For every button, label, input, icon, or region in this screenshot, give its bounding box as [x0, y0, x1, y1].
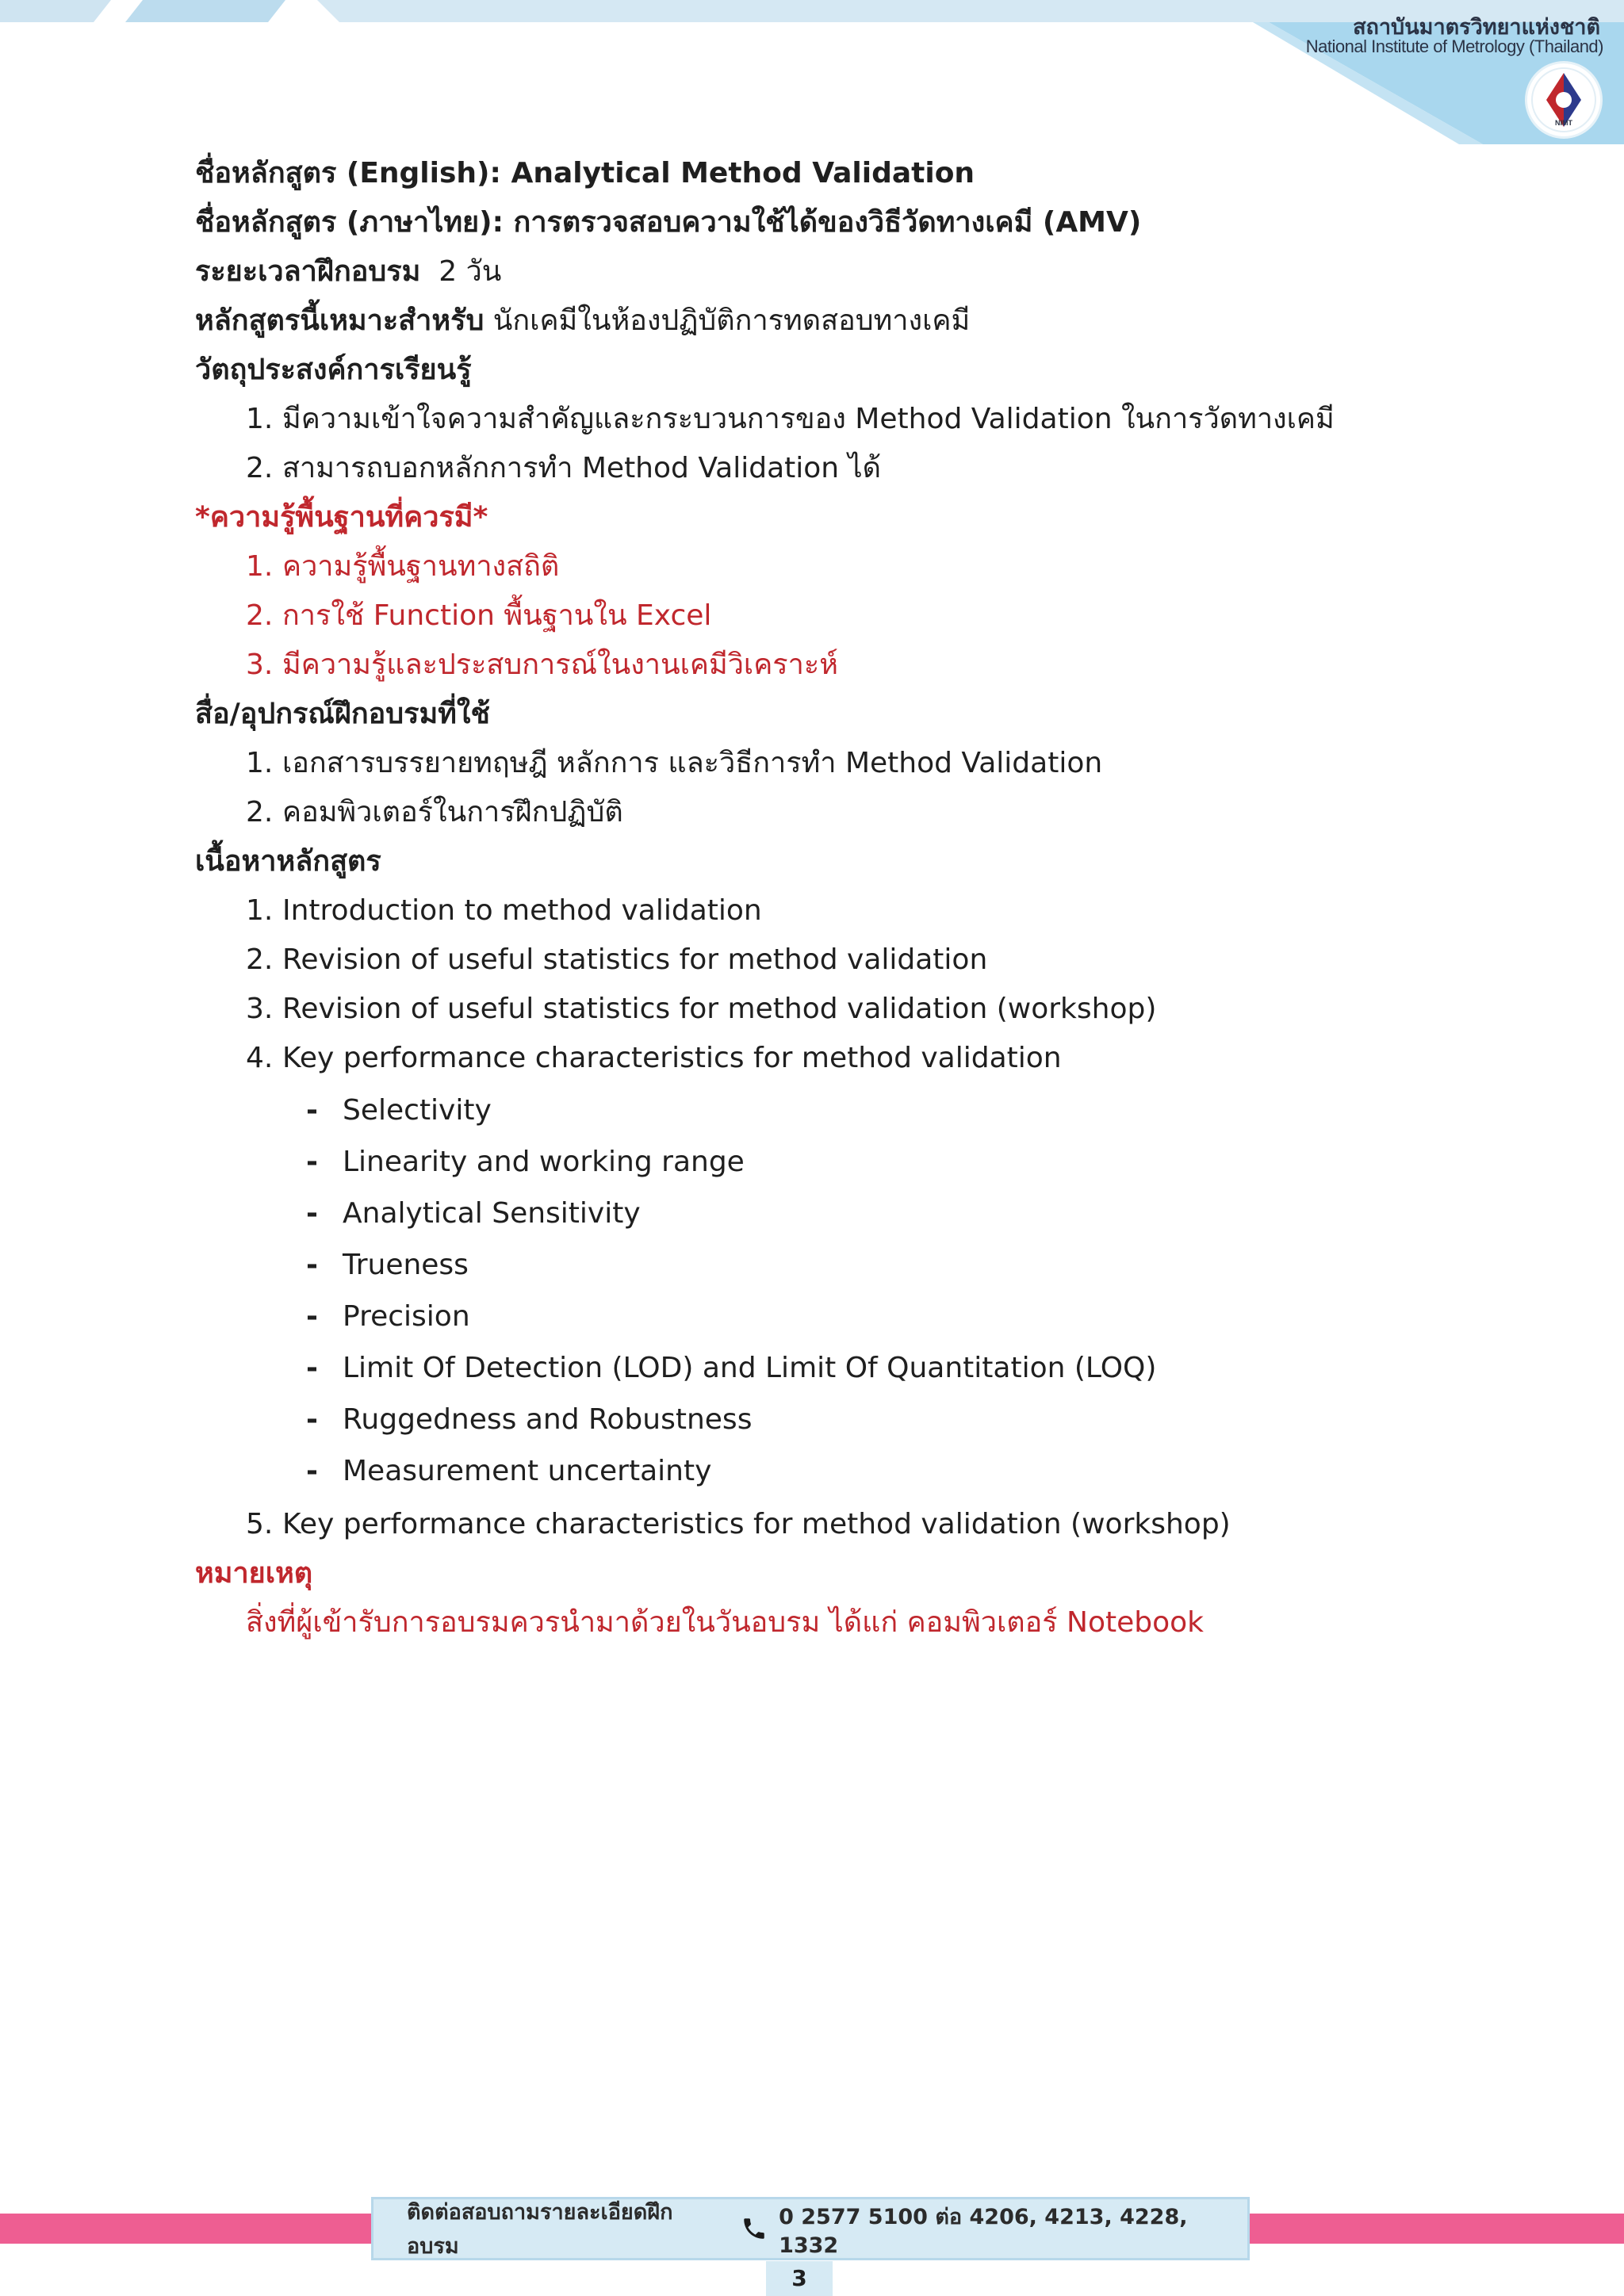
content-item: [246, 886, 762, 936]
content-subitem: [306, 1189, 641, 1238]
prerequisite-text: มีความรู้และประสบการณ์ในงานเคมีวิเคราะห์: [282, 649, 838, 681]
content-text: Introduction to method validation: [282, 894, 762, 927]
material-item: [246, 788, 623, 837]
contents-heading: เนื้อหาหลักสูตร: [195, 845, 381, 878]
prerequisite-item: [246, 641, 838, 690]
duration-value: 2 วัน: [439, 255, 502, 288]
content-text: Key performance characteristics for method validation: [282, 1042, 1062, 1074]
dash-bullet: -: [306, 1146, 318, 1178]
dash-bullet: -: [306, 1455, 318, 1487]
content-subitem: [306, 1447, 711, 1496]
audience-value: นักเคมีในห้องปฏิบัติการทดสอบทางเคมี: [492, 304, 971, 337]
content-item: [246, 985, 1156, 1034]
content-subitem: [306, 1292, 470, 1341]
content-number: 2.: [246, 943, 274, 976]
contact-phone-number: 0 2577 5100 ต่อ 4206, 4213, 4228, 1332: [779, 2205, 1188, 2258]
note-text: สิ่งที่ผู้เข้ารับการอบรมควรนำมาด้วยในวันอบรม ได้แก่ คอมพิวเตอร์ Notebook: [246, 1606, 1205, 1639]
dash-bullet: -: [306, 1352, 318, 1384]
content-subitem: [306, 1344, 1156, 1393]
subitem-text: Linearity and working range: [343, 1146, 745, 1178]
contact-label: ติดต่อสอบถามรายละเอียดฝึกอบรม: [407, 2200, 673, 2259]
course-name-en-label: ชื่อหลักสูตร (English):: [195, 157, 501, 189]
subitem-text: Analytical Sensitivity: [343, 1197, 641, 1230]
duration-row: [195, 247, 501, 297]
content-number: 5.: [246, 1508, 274, 1540]
audience-row: [195, 297, 970, 346]
content-subitem: [306, 1086, 492, 1135]
course-name-en-row: [195, 149, 975, 198]
course-name-en-value: Analytical Method Validation: [511, 157, 975, 189]
subitem-text: Selectivity: [343, 1094, 492, 1127]
contact-box: [371, 2197, 1250, 2260]
subitem-text: Ruggedness and Robustness: [343, 1403, 753, 1436]
content-text: Key performance characteristics for method validation (workshop): [282, 1508, 1231, 1540]
prerequisites-heading: *ความรู้พื้นฐานที่ควรมี*: [195, 501, 488, 534]
content-item: [246, 936, 987, 985]
content-subitem: [306, 1395, 752, 1445]
duration-label: ระยะเวลาฝึกอบรม: [195, 255, 421, 288]
material-item: [246, 739, 1102, 788]
objective-item: [246, 395, 1335, 444]
page-number: 3: [766, 2261, 833, 2296]
prerequisite-number: 3.: [246, 649, 274, 681]
prerequisite-text: การใช้ Function พื้นฐานใน Excel: [282, 599, 712, 632]
subitem-text: Limit Of Detection (LOD) and Limit Of Quantitation (LOQ): [343, 1352, 1157, 1384]
content-text: Revision of useful statistics for method validation (workshop): [282, 993, 1157, 1025]
institute-name-thai: สถาบันมาตรวิทยาแห่งชาติ: [1353, 15, 1600, 40]
prerequisite-item: [246, 542, 559, 591]
material-text: คอมพิวเตอร์ในการฝึกปฏิบัติ: [282, 796, 623, 828]
subitem-text: Measurement uncertainty: [343, 1455, 712, 1487]
page-header: [0, 0, 1624, 151]
content-number: 1.: [246, 894, 274, 927]
dash-bullet: -: [306, 1197, 318, 1230]
dash-bullet: -: [306, 1249, 318, 1281]
note-heading: หมายเหตุ: [195, 1557, 313, 1590]
audience-label: หลักสูตรนี้เหมาะสำหรับ: [195, 304, 485, 337]
content-number: 3.: [246, 993, 274, 1025]
content-item: [246, 1034, 1062, 1083]
institute-name-english: National Institute of Metrology (Thailand): [1305, 36, 1603, 56]
objective-number: 1.: [246, 403, 274, 435]
subitem-text: Trueness: [343, 1249, 469, 1281]
objectives-heading: วัตถุประสงค์การเรียนรู้: [195, 354, 472, 386]
dash-bullet: -: [306, 1403, 318, 1436]
content-subitem: [306, 1241, 469, 1290]
course-name-th-value: การตรวจสอบความใช้ได้ของวิธีวัดทางเคมี (AMV): [513, 206, 1142, 239]
prerequisite-item: [246, 591, 711, 641]
objective-text: สามารถบอกหลักการทำ Method Validation ได้: [282, 452, 882, 484]
content-subitem: [306, 1138, 745, 1187]
course-name-th-row: [195, 198, 1141, 247]
dash-bullet: -: [306, 1094, 318, 1127]
content-item: [246, 1500, 1231, 1549]
dash-bullet: -: [306, 1300, 318, 1333]
subitem-text: Precision: [343, 1300, 470, 1333]
prerequisite-number: 2.: [246, 599, 274, 632]
prerequisite-text: ความรู้พื้นฐานทางสถิติ: [282, 550, 560, 583]
prerequisite-number: 1.: [246, 550, 274, 583]
objective-item: [246, 444, 881, 493]
content-number: 4.: [246, 1042, 274, 1074]
content-text: Revision of useful statistics for method validation: [282, 943, 988, 976]
course-name-th-label: ชื่อหลักสูตร (ภาษาไทย):: [195, 206, 504, 239]
objective-number: 2.: [246, 452, 274, 484]
material-number: 1.: [246, 747, 274, 779]
material-number: 2.: [246, 796, 274, 828]
material-text: เอกสารบรรยายทฤษฎี หลักการ และวิธีการทำ Method Validation: [282, 747, 1103, 779]
logo-caption: NIMT: [1555, 119, 1572, 127]
phone-icon: [741, 2215, 768, 2242]
materials-heading: สื่อ/อุปกรณ์ฝึกอบรมที่ใช้: [195, 698, 490, 730]
objective-text: มีความเข้าใจความสำคัญและกระบวนการของ Method Validation ในการวัดทางเคมี: [282, 403, 1335, 435]
